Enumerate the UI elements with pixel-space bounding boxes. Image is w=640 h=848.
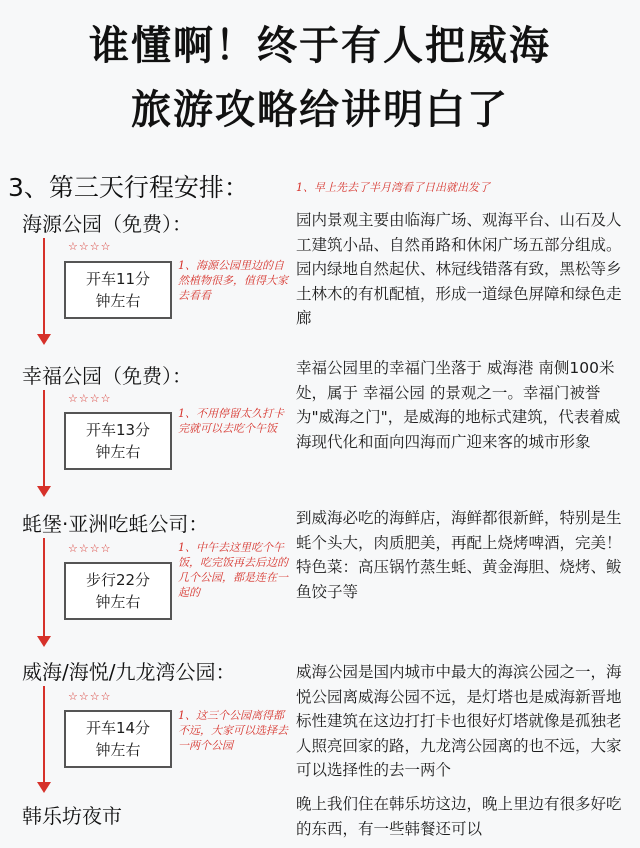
rating-stars-3: ☆☆☆☆: [68, 542, 112, 555]
stop-1-note: 1、海源公园里边的自然植物很多，值得大家去看看: [178, 259, 288, 302]
page-title-line1: 谁懂啊！终于有人把威海: [89, 23, 551, 69]
stop-2-note: 1、不用停留太久打卡完就可以去吃个午饭: [178, 407, 284, 435]
arrow-down-icon: [37, 486, 51, 497]
route-line-3: [43, 538, 45, 638]
travel-time-line2: 钟左右: [95, 443, 141, 461]
travel-time-line1: 开车14分: [85, 719, 151, 737]
stop-1-description: 园内景观主要由临海广场、观海平台、山石及人工建筑小品、自然甬路和休闲广场五部分组成。园内绿地自然起伏、林冠线错落有致，黑松等乡土林木的有机配植，形成一道绿色屏障和绿色走廊: [296, 211, 622, 327]
travel-time-line2: 钟左右: [95, 741, 141, 759]
travel-time-box-2: [64, 412, 172, 470]
travel-time-line1: 开车11分: [85, 270, 151, 288]
travel-time-box-1: [64, 261, 172, 319]
arrow-down-icon: [37, 782, 51, 793]
stop-3-note: 1、中午去这里吃个午饭，吃完饭再去后边的几个公园，都是连在一起的: [178, 541, 288, 599]
page-title-line2: 旅游攻略给讲明白了: [131, 87, 509, 133]
rating-stars-1: ☆☆☆☆: [68, 240, 112, 253]
route-line-1: [43, 238, 45, 336]
travel-time-line1: 开车13分: [85, 421, 151, 439]
stop-3-description: 到威海必吃的海鲜店，海鲜都很新鲜，特别是生蚝个头大，肉质肥美，再配上烧烤啤酒，完美！ 特色菜：高压锅竹蒸生蚝、黄金海胆、烧烤、鲅鱼饺子等: [296, 509, 622, 601]
stop-4-name: 威海/海悦/九龙湾公园：: [22, 660, 236, 684]
stop-2-name: 幸福公园（免费）：: [22, 364, 192, 388]
stop-4-description: 威海公园是国内城市中最大的海滨公园之一，海悦公园离威海公园不远，是灯塔也是威海新晋地标性建筑在这边打打卡也很好灯塔就像是孤独老人照亮回家的路，九龙湾公园离的也不远，大家可以选择性的去一两个: [296, 663, 622, 779]
stop-5-description: 晚上我们住在韩乐坊这边，晚上里边有很多好吃的东西，有一些韩餐还可以: [296, 795, 622, 838]
stop-4-note: 1、这三个公园离得都不远，大家可以选择去一两个公园: [178, 709, 288, 752]
route-line-4: [43, 686, 45, 784]
route-line-2: [43, 390, 45, 488]
travel-time-line2: 钟左右: [95, 593, 141, 611]
arrow-down-icon: [37, 636, 51, 647]
travel-time-line1: 步行22分: [85, 571, 151, 589]
stop-3-name: 蚝堡·亚洲吃蚝公司：: [22, 512, 209, 536]
travel-time-line2: 钟左右: [95, 292, 141, 310]
stop-5-name: 韩乐坊夜市: [22, 804, 122, 828]
stop-1-name: 海源公园（免费）：: [22, 212, 192, 236]
travel-time-box-4: [64, 710, 172, 768]
rating-stars-2: ☆☆☆☆: [68, 392, 112, 405]
day3-heading: 3、第三天行程安排：: [8, 173, 249, 202]
stop-2-description: 幸福公园里的幸福门坐落于 威海港 南侧100米处，属于 幸福公园 的景观之一。幸福门被誉为"威海之门"，是威海的地标式建筑，代表着威海现代化和面向四海而广迎来客的城市形象: [296, 359, 621, 451]
travel-time-box-3: [64, 562, 172, 620]
rating-stars-4: ☆☆☆☆: [68, 690, 112, 703]
top-note: 1、早上先去了半月湾看了日出就出发了: [296, 181, 490, 194]
arrow-down-icon: [37, 334, 51, 345]
